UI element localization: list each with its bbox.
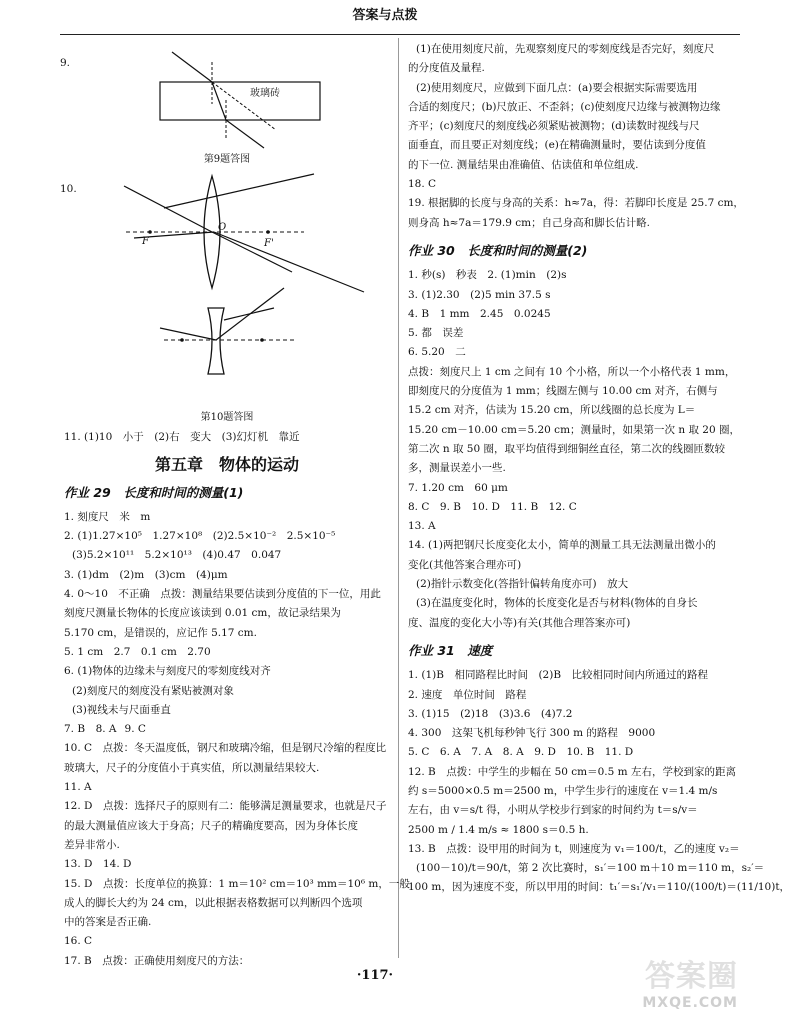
answer-line: 3. (1)2.30 (2)5 min 37.5 s [408,288,551,301]
answer-line: 11. A [64,781,92,794]
glass-brick [160,82,320,120]
answer-line: 5. C 6. A 7. A 8. A 9. D 10. B 11. D [408,746,634,759]
answer-line: 19. 根据脚的长度与身高的关系：h≈7a，得：若脚印长度是 25.7 cm， [408,197,744,210]
incident-ray [172,52,212,82]
left-column [60,40,410,971]
answer-line: 15.20 cm－10.00 cm＝5.20 cm；测量时，如果第一次 n 取 20 圈， [408,423,740,436]
focus-right-2 [260,338,264,342]
answer-line: 3. (1)15 (2)18 (3)3.6 (4)7.2 [408,707,573,720]
answer-line: 6. (1)物体的边缘未与刻度尺的零刻度线对齐 [64,665,271,678]
answer-line: 4. B 1 mm 2.45 0.0245 [408,307,551,320]
watermark-logo: 答案圈 [645,959,738,994]
answer-line: 左右，由 v＝s/t 得，小明从学校步行到家的时间约为 t＝s/v＝ [408,804,698,817]
answer-line: (2)使用刻度尺，应做到下面几点：(a)要会根据实际需要选用 [416,81,698,94]
answer-line: 多，测量误差小一些. [408,462,506,475]
q11-answer: 11. (1)10 小于 (2)右 变大 (3)幻灯机 靠近 [64,431,300,443]
answer-line: (100－10)/t＝90/t，第 2 次比赛时，s₁′＝100 m＋10 m＝110 m，s₂′＝ [416,862,765,875]
answer-line: 4. 0～10 不正确 点拨：测量结果要估读到分度值的下一位，用此 [64,588,381,601]
header-rule [60,34,740,35]
answer-line: 玻璃大，尺子的分度值小于真实值，所以测量结果较大. [64,761,320,774]
answer-line: 变化(其他答案合理亦可) [408,558,522,571]
answer-line: 18. C [408,178,437,191]
answer-line: 齐平；(c)刻度尺的刻度线必须紧贴被测物；(d)读数时视线与尺 [408,120,700,133]
answer-line: 16. C [64,935,93,948]
q10-caption: 第10题答图 [200,412,254,423]
hw31-answers [408,666,790,898]
focus-left-2 [180,338,184,342]
answer-line: 17. B 点拨：正确使用刻度尺的方法： [64,954,250,967]
lens-o: O [218,222,227,233]
answer-line: 5. 1 cm 2.7 0.1 cm 2.70 [64,645,211,658]
answer-line: 13. D 14. D [64,858,132,871]
answer-line: (2)指针示数变化(答指针偏转角度亦可) 放大 [416,578,629,591]
lens-f-left: F [142,236,149,247]
q9-caption: 第9题答图 [203,154,251,165]
answer-line: 成人的脚长大约为 24 cm，以此根据表格数据可以判断四个选项 [64,896,363,909]
q9-label: 9. [60,57,71,69]
ray-incoming [164,174,314,208]
answer-line: 5.170 cm，是错误的，应记作 5.17 cm. [64,626,257,639]
answer-line: 7. 1.20 cm 60 μm [408,481,508,494]
q10-label: 10. [60,183,77,195]
homework-31-title: 作业 31 速度 [408,642,493,658]
page-number: ·117· [356,968,394,983]
ray-top-2 [224,308,274,320]
answer-line: 7. B 8. A 9. C [64,723,146,736]
concave-lens [208,308,224,374]
answer-line: (1)在使用刻度尺前，先观察刻度尺的零刻度线是否完好，刻度尺 [416,43,715,55]
answer-line: 则身高 h≈7a＝179.9 cm；自己身高和脚长估计略. [408,216,650,229]
ray-in-2 [160,328,216,340]
answer-line: 中的答案是否正确. [64,916,152,929]
answer-line: (3)5.2×10¹¹ 5.2×10¹³ (4)0.47 0.047 [72,549,282,562]
answer-line: 的下一位. 测量结果由准确值、估读值和单位组成. [408,158,639,171]
answer-line: 10. C 点拨：冬天温度低，钢尺和玻璃冷缩，但是钢尺冷缩的程度比 [64,742,387,755]
q9-diagram [64,40,390,148]
hw30-answers [408,266,738,633]
answer-line: 面垂直，而且要正对刻度线；(e)在精确测量时，要估读到分度值 [408,139,706,152]
answer-line: 2. (1)1.27×10⁵ 1.27×10⁸ (2)2.5×10⁻² 2.5×10⁻⁵ [64,530,336,543]
answer-line: 2. 速度 单位时间 路程 [408,688,527,701]
homework-29-title: 作业 29 长度和时间的测量(1) [64,484,244,500]
column-divider [398,38,399,958]
answer-line: 即刻度尺的分度值为 1 mm；线圈左侧与 10.00 cm 对齐，右侧与 [408,385,718,398]
homework-30-title: 作业 30 长度和时间的测量(2) [408,242,588,258]
figure-q10 [60,168,390,428]
answer-line: 的最大测量值应该大于身高；尺子的精确度要高，因为身体长度 [64,819,358,832]
right-column [408,40,790,898]
answer-line: 12. B 点拨：中学生的步幅在 50 cm＝0.5 m 左右，学校到家的距离 [408,765,736,778]
answer-line: 1. 刻度尺 米 m [64,510,151,523]
answer-line: 13. B 点拨：设甲用的时间为 t，则速度为 v₁＝100/t，乙的速度 v₂＝ [408,842,740,855]
watermark-url: MXQE.COM [642,995,738,1011]
q10-diagram [64,168,390,408]
ray-exit [214,232,364,292]
lens-f-right: F' [264,238,274,249]
refracted-ray [212,82,226,120]
answer-line: 差异非常小. [64,838,120,851]
answer-line: 合适的刻度尺；(b)尺放正、不歪斜；(c)使刻度尺边缘与被测物边缘 [408,100,721,113]
answer-line: 的分度值及量程. [408,62,485,75]
chapter-title: 第五章 物体的运动 [154,455,299,475]
answer-line: (2)刻度尺的刻度没有紧贴被测对象 [72,684,234,697]
answer-line: 13. A [408,520,436,533]
answer-line: 刻度尺测量长物体的长度应该读到 0.01 cm，故记录结果为 [64,607,341,620]
emergent-ray [226,120,264,148]
answer-line: 15.2 cm 对齐，估读为 15.20 cm，所以线圈的总长度为 L＝ [408,404,696,417]
answer-line: 15. D 点拨：长度单位的换算：1 m＝10² cm＝10³ mm＝10⁶ m，一般 [64,877,410,890]
answer-line: 5. 都 误差 [408,327,464,340]
answer-line: (3)在温度变化时，物体的长度变化是否与材料(物体的自身长 [416,597,698,610]
answer-line: 4. 300 这架飞机每秒钟飞行 300 m 的路程 9000 [408,727,656,740]
q9-answer: 9. C [124,723,146,736]
answer-line: 度、温度的变化大小等)有关(其他合理答案亦可) [408,616,631,629]
ray-long [212,232,292,272]
answer-line: 3. (1)dm (2)m (3)cm (4)μm [64,568,228,581]
answer-line: 12. D 点拨：选择尺子的原则有二：能够满足测量要求，也就是尺子 [64,800,387,813]
answer-line: 第二次 n 取 50 圈，取平均值得到细铜丝直径，第二次的线圈匝数较 [408,442,725,455]
answer-line: (3)视线未与尺面垂直 [72,703,171,716]
answer-line: 点拨：刻度尺上 1 cm 之间有 10 个小格，所以一个小格代表 1 mm， [408,365,736,378]
hw29-answers [64,508,410,971]
answer-line: 14. (1)两把钢尺长度变化太小，简单的测量工具无法测量出微小的 [408,539,716,552]
figure-q9 [60,40,390,168]
watermark [642,951,738,1011]
answer-line: 1. 秒(s) 秒表 2. (1)min (2)s [408,269,567,282]
ray-top [124,186,212,232]
answer-line: 约 s＝5000×0.5 m＝2500 m，中学生步行的速度在 v＝1.4 m/s [408,784,718,797]
hw29-continued [408,40,744,233]
answer-line: 8. C 9. B 10. D 11. B 12. C [408,500,577,513]
answer-line: 2500 m / 1.4 m/s ≈ 1800 s＝0.5 h. [408,823,589,836]
answer-line: 1. (1)B 相同路程比时间 (2)B 比较相同时间内所通过的路程 [408,669,709,682]
page-header: 答案与点拨 [352,8,418,23]
glass-label: 玻璃砖 [250,88,280,99]
answer-line: 100 m，因为速度不变，所以甲用的时间：t₁′＝s₁′/v₁＝110/(100/t)＝(11/10)t， [408,881,790,894]
answer-line: 6. 5.20 二 [408,346,466,359]
